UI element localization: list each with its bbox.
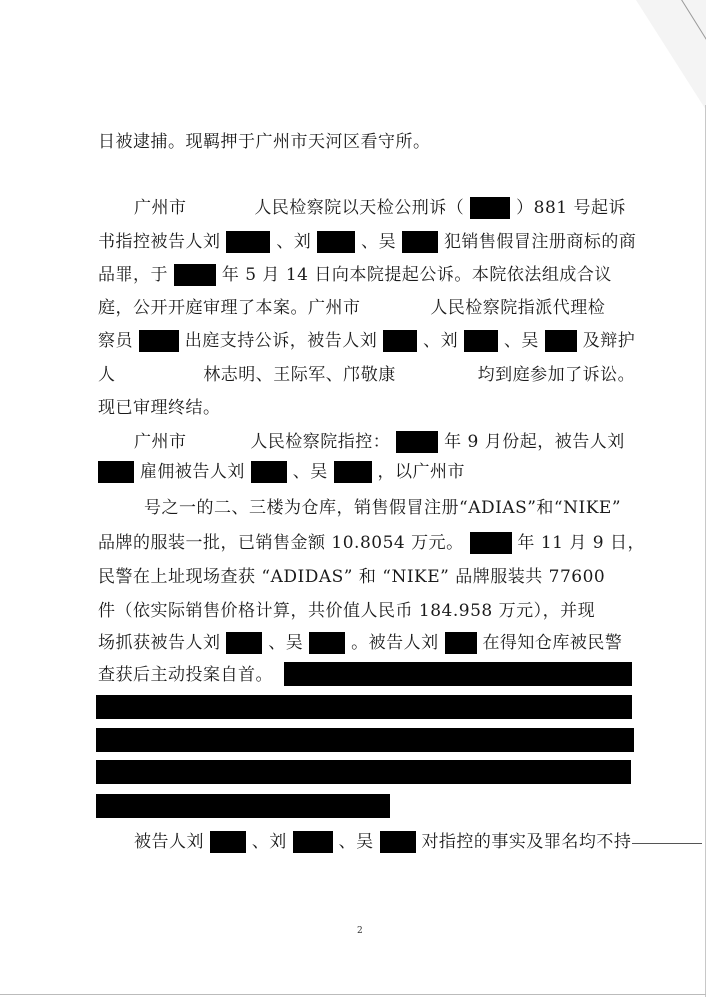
text-line-13	[98, 566, 605, 588]
text-line-1	[98, 131, 431, 153]
line-2-text-b: 人民检察院以天检公刑诉（	[254, 198, 465, 218]
text-line-6	[98, 330, 635, 352]
line-6-text-c: 、刘	[423, 331, 459, 351]
redaction	[210, 831, 246, 853]
line-17-text-c: 、吴	[338, 832, 374, 852]
redaction	[470, 532, 512, 554]
line-12-text-a: 品牌的服装一批，已销售金额 10.8054 万元。	[98, 533, 464, 553]
line-6-text-b: 出庭支持公诉，被告人刘	[184, 331, 378, 351]
line-10-text-b: 、吴	[292, 462, 328, 482]
redaction	[293, 831, 333, 853]
line-10-text-a: 雇佣被告人刘	[139, 462, 245, 482]
text-line-8	[98, 397, 221, 419]
line-7-text-a: 人	[98, 365, 116, 385]
redaction	[174, 264, 216, 286]
text-line-11	[144, 497, 621, 519]
redaction-block	[96, 794, 390, 818]
redaction	[545, 330, 577, 352]
text-line-2	[134, 197, 626, 219]
text-line-17	[134, 831, 631, 853]
redaction	[98, 461, 134, 483]
page-number: 2	[357, 926, 363, 936]
redaction	[464, 330, 498, 352]
text-line-12	[98, 532, 645, 554]
line-2-text-c: ）881 号起诉	[516, 198, 626, 218]
line-17-text-d: 对指控的事实及罪名均不持	[421, 832, 632, 852]
redaction	[309, 632, 345, 654]
redaction	[317, 231, 355, 253]
redaction-block	[96, 695, 632, 719]
redaction	[402, 231, 438, 253]
line-3-text-b: 、刘	[276, 232, 312, 252]
redaction	[380, 831, 416, 853]
text-line-5	[98, 297, 605, 319]
line-9-text-c: 年 9 月份起，被告人刘	[444, 432, 625, 452]
line-6-text-a: 察员	[98, 331, 133, 351]
line-9-text-b: 人民检察院指控：	[250, 432, 391, 452]
line-17-text-a: 被告人刘	[134, 832, 204, 852]
redaction	[251, 461, 287, 483]
line-17-text-b: 、刘	[251, 832, 287, 852]
text-line-3	[98, 231, 636, 253]
line-3-text-a: 书指控被告人刘	[98, 232, 221, 252]
line-4-text-b: 年 5 月 14 日向本院提起公诉。本院依法组成合议	[221, 265, 612, 285]
redaction	[139, 330, 179, 352]
line-11-text: 号之一的二、三楼为仓库，销售假冒注册“ADIAS”和“NIKE”	[144, 498, 622, 518]
line-15-text-d: 在得知仓库被民警	[482, 633, 623, 653]
text-line-4	[98, 264, 612, 286]
line-1-text: 日被逮捕。现羁押于广州市天河区看守所。	[98, 132, 431, 152]
line-7-text-b: 林志明、王际军、邝敬康	[203, 365, 396, 385]
line-10-text-c: ，以广州市	[377, 462, 466, 482]
line-5-text-b: 人民检察院指派代理检	[430, 298, 606, 318]
line-4-text-a: 品罪，于	[98, 265, 168, 285]
page-corner-fold	[636, 0, 706, 110]
line-15-text-b: 、吴	[268, 633, 304, 653]
line-15-text-c: 。被告人刘	[351, 633, 439, 653]
redaction-block	[96, 728, 634, 752]
redaction	[396, 431, 438, 453]
redaction-block	[284, 662, 632, 686]
redaction	[383, 330, 417, 352]
redaction	[334, 461, 372, 483]
line-6-text-e: 及辩护	[582, 331, 636, 351]
text-line-9	[134, 431, 625, 453]
redaction	[226, 231, 270, 253]
text-line-16	[98, 664, 273, 686]
redaction	[445, 632, 477, 654]
page-bottom-edge	[0, 994, 706, 995]
text-line-7	[98, 364, 635, 386]
line-6-text-d: 、吴	[503, 331, 539, 351]
line-13-text: 民警在上址现场查获 “ADIDAS” 和 “NIKE” 品牌服装共 77600	[98, 567, 606, 587]
redaction	[470, 197, 510, 219]
redaction-block	[96, 760, 631, 784]
text-line-14	[98, 600, 595, 622]
line-3-text-d: 犯销售假冒注册商标的商	[443, 232, 637, 252]
text-line-15	[98, 632, 622, 654]
text-line-10	[98, 461, 465, 483]
redaction	[226, 632, 262, 654]
line-12-text-b: 年 11 月 9 日，	[517, 533, 645, 553]
line-3-text-c: 、吴	[361, 232, 397, 252]
line-8-text: 现已审理终结。	[98, 398, 221, 418]
line-14-text: 件（依实际销售价格计算，共价值人民币 184.958 万元），并现	[98, 601, 596, 621]
line-15-text-a: 场抓获被告人刘	[98, 633, 221, 653]
line-7-text-c: 均到庭参加了诉讼。	[477, 365, 636, 385]
line-5-text-a: 庭，公开开庭审理了本案。广州市	[98, 298, 361, 318]
line-16-text: 查获后主动投案自首。	[98, 665, 273, 685]
trailing-rule	[632, 843, 702, 844]
line-9-text-a: 广州市	[134, 432, 187, 452]
line-2-text-a: 广州市	[134, 198, 187, 218]
